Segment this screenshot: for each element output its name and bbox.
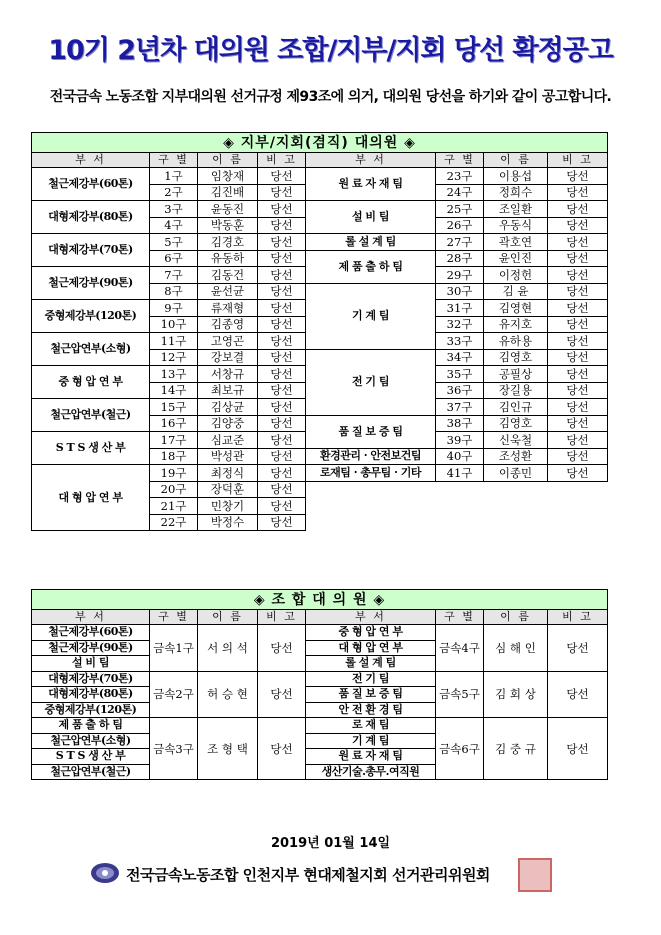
- note-cell: 당선: [258, 217, 306, 234]
- name-cell: 최보규: [198, 382, 258, 399]
- district-cell: 금속2구: [150, 671, 198, 718]
- district-cell: 11구: [150, 333, 198, 350]
- note-cell: 당선: [548, 283, 608, 300]
- department-cell: 설 비 팀: [306, 201, 436, 234]
- note-cell: 당선: [548, 234, 608, 251]
- district-cell: 19구: [150, 465, 198, 482]
- name-cell: 곽호연: [484, 234, 548, 251]
- department-cell: 철근제강부(60톤): [32, 168, 150, 201]
- table-row: [32, 718, 608, 734]
- note-cell: 당선: [548, 448, 608, 465]
- name-cell: 심 해 인: [484, 625, 548, 672]
- department-cell: 원 료 자 재 팀: [306, 749, 436, 765]
- department-cell: 중형제강부(120톤): [32, 702, 150, 718]
- district-cell: 12구: [150, 349, 198, 366]
- department-cell: 생산기술.총무.여직원: [306, 764, 436, 780]
- footer: [90, 858, 570, 892]
- district-cell: 27구: [436, 234, 484, 251]
- name-cell: 이용섭: [484, 168, 548, 185]
- district-cell: 37구: [436, 399, 484, 416]
- district-cell: 35구: [436, 366, 484, 383]
- department-cell: 품 질 보 증 팀: [306, 687, 436, 703]
- table-row: [32, 465, 608, 482]
- note-cell: 당선: [258, 448, 306, 465]
- department-cell: 롤 설 계 팀: [306, 656, 436, 672]
- name-cell: 장덕훈: [198, 481, 258, 498]
- district-cell: 34구: [436, 349, 484, 366]
- district-cell: 6구: [150, 250, 198, 267]
- note-cell: 당선: [258, 718, 306, 780]
- department-cell: S T S 생 산 부: [32, 432, 150, 465]
- note-cell: 당선: [548, 465, 608, 482]
- district-cell: 5구: [150, 234, 198, 251]
- column-header: 부 서: [32, 153, 150, 168]
- name-cell: 서창규: [198, 366, 258, 383]
- district-cell: 9구: [150, 300, 198, 317]
- table-row: [32, 201, 608, 218]
- name-cell: 이종민: [484, 465, 548, 482]
- note-cell: 당선: [258, 283, 306, 300]
- district-cell: 15구: [150, 399, 198, 416]
- note-cell: 당선: [258, 168, 306, 185]
- name-cell: 김 회 상: [484, 671, 548, 718]
- column-header: 부 서: [306, 610, 436, 625]
- department-cell: 철근제강부(60톤): [32, 625, 150, 641]
- district-cell: 10구: [150, 316, 198, 333]
- note-cell: 당선: [548, 718, 608, 780]
- department-cell: 제 품 출 하 팀: [32, 718, 150, 734]
- name-cell: 민창기: [198, 498, 258, 515]
- department-cell: 품 질 보 증 팀: [306, 415, 436, 448]
- note-cell: 당선: [548, 399, 608, 416]
- department-cell: 안 전 환 경 팀: [306, 702, 436, 718]
- name-cell: 김인규: [484, 399, 548, 416]
- note-cell: 당선: [258, 201, 306, 218]
- note-cell: 당선: [258, 399, 306, 416]
- column-header: 비 고: [258, 610, 306, 625]
- column-header: 이 름: [484, 610, 548, 625]
- district-cell: 24구: [436, 184, 484, 201]
- district-cell: 36구: [436, 382, 484, 399]
- committee-name: 전국금속노동조합 인천지부 현대제철지회 선거관리위원회: [126, 866, 490, 884]
- district-cell: 31구: [436, 300, 484, 317]
- district-cell: 32구: [436, 316, 484, 333]
- name-cell: 김영호: [484, 349, 548, 366]
- department-cell: 롤 설 계 팀: [306, 234, 436, 251]
- district-cell: 41구: [436, 465, 484, 482]
- note-cell: 당선: [548, 432, 608, 449]
- district-cell: 20구: [150, 481, 198, 498]
- table-row: [32, 671, 608, 687]
- note-cell: 당선: [258, 349, 306, 366]
- district-cell: 23구: [436, 168, 484, 185]
- district-cell: 28구: [436, 250, 484, 267]
- department-cell: 대형제강부(80톤): [32, 687, 150, 703]
- department-cell: 철근압연부(소형): [32, 733, 150, 749]
- note-cell: 당선: [548, 168, 608, 185]
- note-cell: 당선: [258, 267, 306, 284]
- note-cell: 당선: [258, 184, 306, 201]
- district-cell: 금속4구: [436, 625, 484, 672]
- name-cell: 고영곤: [198, 333, 258, 350]
- name-cell: 박성관: [198, 448, 258, 465]
- column-header: 부 서: [32, 610, 150, 625]
- column-header: 비 고: [548, 610, 608, 625]
- column-header: 비 고: [548, 153, 608, 168]
- name-cell: 유지호: [484, 316, 548, 333]
- department-cell: S T S 생 산 부: [32, 749, 150, 765]
- department-cell: 대형제강부(70톤): [32, 671, 150, 687]
- district-cell: 금속3구: [150, 718, 198, 780]
- department-cell: 철근제강부(90톤): [32, 267, 150, 300]
- name-cell: 윤동진: [198, 201, 258, 218]
- column-header: 구 별: [150, 610, 198, 625]
- name-cell: 서 의 석: [198, 625, 258, 672]
- department-cell: 대 형 압 연 부: [32, 465, 150, 531]
- name-cell: 임창재: [198, 168, 258, 185]
- empty-cell: [306, 481, 608, 498]
- district-cell: 26구: [436, 217, 484, 234]
- note-cell: 당선: [258, 333, 306, 350]
- name-cell: 조일환: [484, 201, 548, 218]
- name-cell: 조성환: [484, 448, 548, 465]
- name-cell: 박정수: [198, 514, 258, 531]
- column-header: 이 름: [198, 153, 258, 168]
- district-cell: 21구: [150, 498, 198, 515]
- district-cell: 13구: [150, 366, 198, 383]
- department-cell: 철근압연부(철근): [32, 764, 150, 780]
- district-cell: 25구: [436, 201, 484, 218]
- note-cell: 당선: [258, 498, 306, 515]
- page-subtitle: 전국금속 노동조합 지부대의원 선거규정 제93조에 의거, 대의원 당선을 하기와 같이 공고합니다.: [49, 89, 612, 105]
- note-cell: 당선: [258, 234, 306, 251]
- column-header: 부 서: [306, 153, 436, 168]
- name-cell: 김영현: [484, 300, 548, 317]
- district-cell: 8구: [150, 283, 198, 300]
- note-cell: 당선: [548, 300, 608, 317]
- department-cell: 철근압연부(철근): [32, 399, 150, 432]
- district-cell: 3구: [150, 201, 198, 218]
- name-cell: 윤인진: [484, 250, 548, 267]
- note-cell: 당선: [548, 267, 608, 284]
- note-cell: 당선: [258, 300, 306, 317]
- district-cell: 2구: [150, 184, 198, 201]
- department-cell: 로재팀 · 총무팀 · 기타: [306, 465, 436, 482]
- name-cell: 강보결: [198, 349, 258, 366]
- district-cell: 16구: [150, 415, 198, 432]
- announcement-date: 2019년 01월 14일: [270, 836, 391, 851]
- table-row: [32, 168, 608, 185]
- district-cell: 38구: [436, 415, 484, 432]
- department-cell: 원 료 자 재 팀: [306, 168, 436, 201]
- note-cell: 당선: [548, 625, 608, 672]
- name-cell: 정희수: [484, 184, 548, 201]
- department-cell: 기 계 팀: [306, 283, 436, 349]
- note-cell: 당선: [258, 316, 306, 333]
- name-cell: 김동건: [198, 267, 258, 284]
- district-cell: 14구: [150, 382, 198, 399]
- note-cell: 당선: [258, 625, 306, 672]
- name-cell: 류재형: [198, 300, 258, 317]
- department-cell: 중형제강부(120톤): [32, 300, 150, 333]
- name-cell: 허 승 현: [198, 671, 258, 718]
- note-cell: 당선: [548, 316, 608, 333]
- column-header: 비 고: [258, 153, 306, 168]
- committee-seal-icon: [518, 858, 552, 892]
- name-cell: 이정헌: [484, 267, 548, 284]
- department-cell: 설 비 팀: [32, 656, 150, 672]
- column-header: 이 름: [198, 610, 258, 625]
- name-cell: 유동하: [198, 250, 258, 267]
- note-cell: 당선: [548, 382, 608, 399]
- district-cell: 40구: [436, 448, 484, 465]
- section-title: ◈ 조 합 대 의 원 ◈: [32, 590, 608, 610]
- page-title: 10기 2년차 대의원 조합/지부/지회 당선 확정공고: [48, 35, 613, 66]
- note-cell: 당선: [258, 514, 306, 531]
- note-cell: 당선: [258, 465, 306, 482]
- name-cell: 우동식: [484, 217, 548, 234]
- district-cell: 금속6구: [436, 718, 484, 780]
- department-cell: 기 계 팀: [306, 733, 436, 749]
- column-header: 구 별: [150, 153, 198, 168]
- name-cell: 조 형 택: [198, 718, 258, 780]
- name-cell: 김 중 규: [484, 718, 548, 780]
- section-title: ◈ 지부/지회(겸직) 대의원 ◈: [32, 133, 608, 153]
- department-cell: 제 품 출 하 팀: [306, 250, 436, 283]
- column-header: 구 별: [436, 610, 484, 625]
- empty-cell: [306, 498, 608, 515]
- note-cell: 당선: [548, 671, 608, 718]
- district-cell: 18구: [150, 448, 198, 465]
- district-cell: 금속5구: [436, 671, 484, 718]
- district-cell: 4구: [150, 217, 198, 234]
- name-cell: 김경호: [198, 234, 258, 251]
- department-cell: 중 형 압 연 부: [306, 625, 436, 641]
- table-row: [32, 234, 608, 251]
- name-cell: 최정식: [198, 465, 258, 482]
- department-cell: 대 형 압 연 부: [306, 640, 436, 656]
- district-cell: 22구: [150, 514, 198, 531]
- column-header: 이 름: [484, 153, 548, 168]
- department-cell: 중 형 압 연 부: [32, 366, 150, 399]
- department-cell: 철근압연부(소형): [32, 333, 150, 366]
- name-cell: 공필상: [484, 366, 548, 383]
- header-row: [32, 610, 608, 625]
- section-title-row: [32, 590, 608, 610]
- district-cell: 33구: [436, 333, 484, 350]
- branch-delegates-table: [31, 132, 608, 531]
- union-delegates-table: [31, 589, 608, 780]
- department-cell: 환경관리 · 안전보건팀: [306, 448, 436, 465]
- department-cell: 로 재 팀: [306, 718, 436, 734]
- name-cell: 장길용: [484, 382, 548, 399]
- column-header: 구 별: [436, 153, 484, 168]
- section-title-row: [32, 133, 608, 153]
- department-cell: 철근제강부(90톤): [32, 640, 150, 656]
- note-cell: 당선: [258, 415, 306, 432]
- district-cell: 1구: [150, 168, 198, 185]
- note-cell: 당선: [258, 432, 306, 449]
- name-cell: 신욱철: [484, 432, 548, 449]
- name-cell: 김진배: [198, 184, 258, 201]
- table-row: [32, 625, 608, 641]
- union-logo-icon: [90, 862, 120, 884]
- department-cell: 대형제강부(80톤): [32, 201, 150, 234]
- note-cell: 당선: [548, 184, 608, 201]
- note-cell: 당선: [258, 671, 306, 718]
- name-cell: 김 윤: [484, 283, 548, 300]
- note-cell: 당선: [548, 250, 608, 267]
- note-cell: 당선: [548, 201, 608, 218]
- note-cell: 당선: [258, 366, 306, 383]
- header-row: [32, 153, 608, 168]
- note-cell: 당선: [258, 382, 306, 399]
- note-cell: 당선: [258, 481, 306, 498]
- name-cell: 김양중: [198, 415, 258, 432]
- district-cell: 39구: [436, 432, 484, 449]
- note-cell: 당선: [548, 349, 608, 366]
- name-cell: 김상균: [198, 399, 258, 416]
- name-cell: 박동훈: [198, 217, 258, 234]
- name-cell: 유하용: [484, 333, 548, 350]
- empty-cell: [306, 514, 608, 531]
- district-cell: 29구: [436, 267, 484, 284]
- district-cell: 금속1구: [150, 625, 198, 672]
- district-cell: 17구: [150, 432, 198, 449]
- department-cell: 전 기 팀: [306, 671, 436, 687]
- district-cell: 30구: [436, 283, 484, 300]
- name-cell: 심교준: [198, 432, 258, 449]
- note-cell: 당선: [548, 415, 608, 432]
- name-cell: 윤선균: [198, 283, 258, 300]
- department-cell: 대형제강부(70톤): [32, 234, 150, 267]
- note-cell: 당선: [548, 217, 608, 234]
- district-cell: 7구: [150, 267, 198, 284]
- note-cell: 당선: [258, 250, 306, 267]
- department-cell: 전 기 팀: [306, 349, 436, 415]
- name-cell: 김영호: [484, 415, 548, 432]
- name-cell: 김종영: [198, 316, 258, 333]
- note-cell: 당선: [548, 366, 608, 383]
- note-cell: 당선: [548, 333, 608, 350]
